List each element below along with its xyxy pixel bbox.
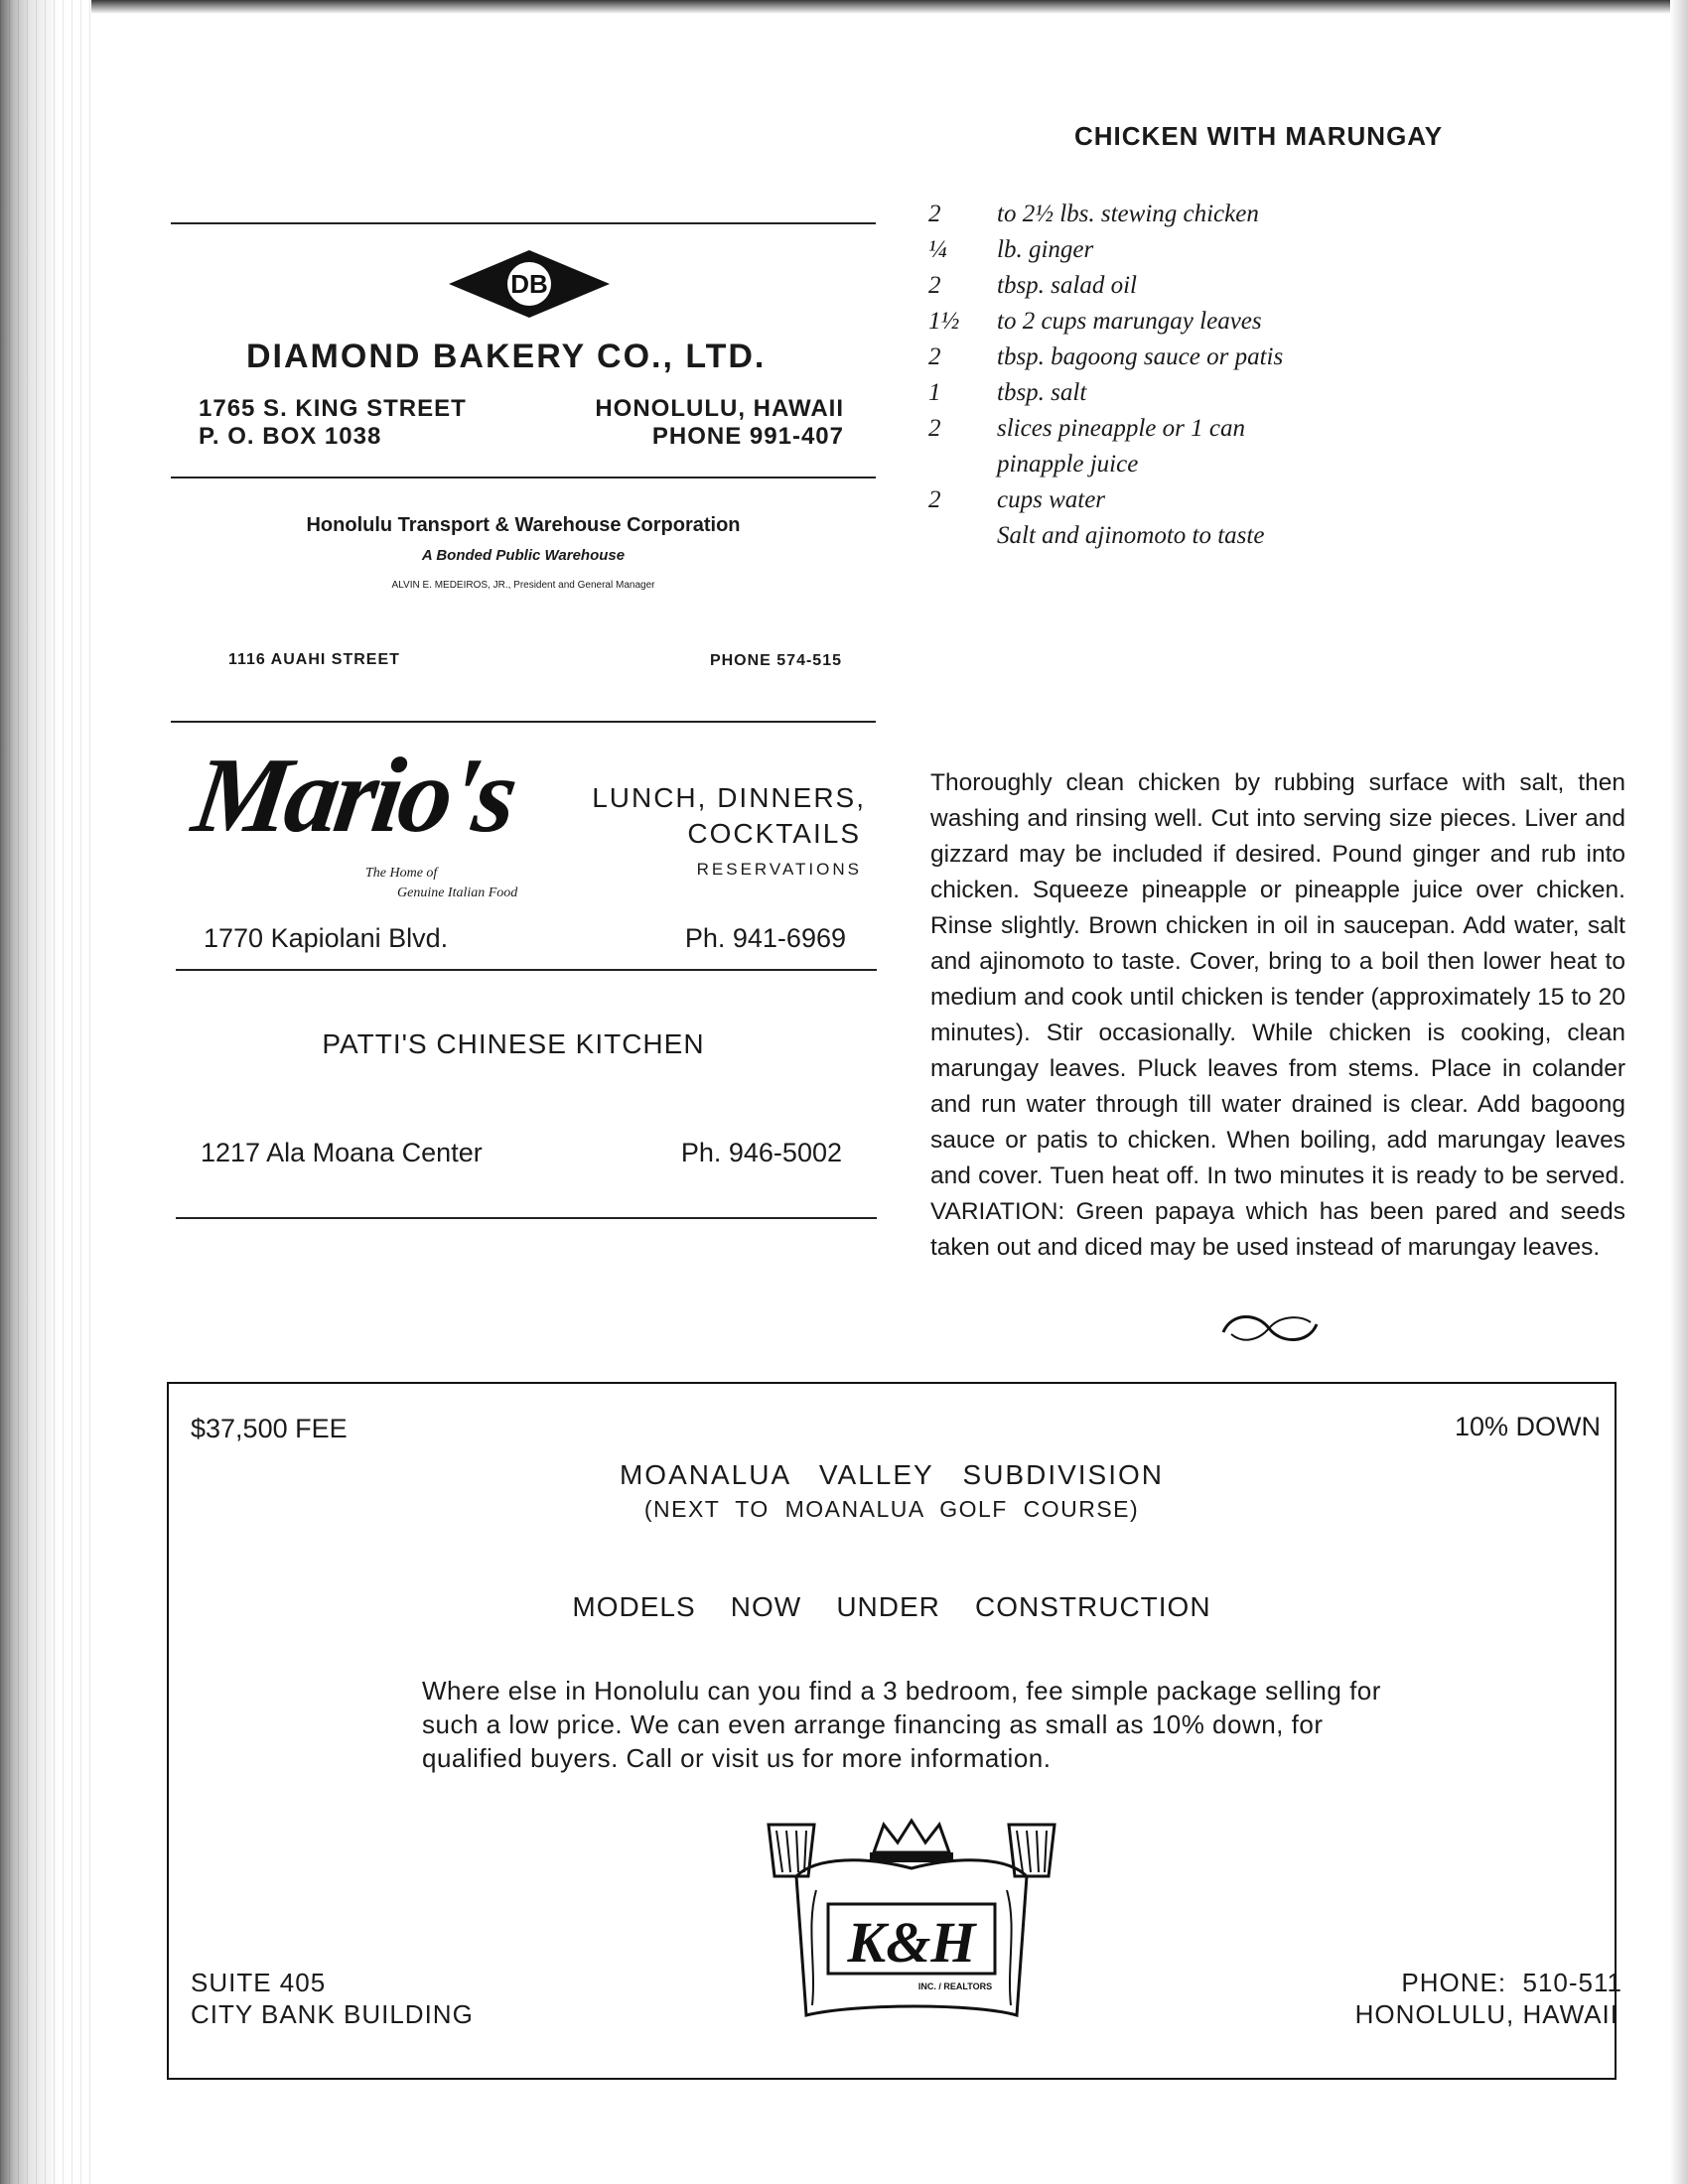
ingredient-text: tbsp. bagoong sauce or patis [997, 343, 1284, 370]
ingredient-text: lb. ginger [997, 236, 1094, 263]
marios-tagline-2: Genuine Italian Food [397, 886, 518, 900]
ingredient-text: Salt and ajinomoto to taste [997, 522, 1265, 549]
ingredient-row [928, 304, 1285, 340]
realty-title: MOANALUA VALLEY SUBDIVISION [619, 1459, 1165, 1490]
ingredient-quantity: ¼ [928, 236, 947, 263]
ingredient-text: cups water [997, 486, 1106, 513]
divider-rule [171, 721, 876, 723]
marios-logo: Mario's [186, 737, 521, 855]
divider-rule [171, 477, 876, 478]
marios-address: 1770 Kapiolani Blvd. [204, 923, 449, 953]
diamond-bakery-pobox: P. O. BOX 1038 [199, 423, 382, 450]
ingredient-text: to 2 cups marungay leaves [997, 308, 1262, 335]
transport-phone: PHONE 574-515 [709, 652, 842, 669]
ingredient-row [928, 197, 1285, 232]
ingredient-quantity: 2 [928, 201, 941, 227]
realty-phone: PHONE: 510-511 [1401, 1968, 1622, 1997]
transport-tagline: A Bonded Public Warehouse [421, 547, 626, 564]
realty-building: CITY BANK BUILDING [191, 1999, 474, 2029]
flourish-ornament [1217, 1308, 1323, 1348]
ingredient-row [928, 375, 1285, 411]
ingredient-quantity: 2 [928, 343, 941, 370]
ingredient-text: slices pineapple or 1 can pinapple juice [997, 415, 1245, 478]
binding-edge [0, 0, 91, 2184]
divider-rule [176, 1217, 877, 1219]
pattis-address: 1217 Ala Moana Center [201, 1138, 483, 1167]
diamond-bakery-city: HONOLULU, HAWAII [595, 395, 844, 422]
ingredient-quantity: 2 [928, 415, 941, 442]
recipe-title: CHICKEN WITH MARUNGAY [1074, 121, 1444, 151]
divider-rule [176, 969, 877, 971]
diamond-bakery-phone: PHONE 991-407 [651, 423, 844, 450]
transport-street: 1116 AUAHI STREET [228, 651, 400, 668]
ingredient-quantity: 1½ [928, 308, 960, 335]
realty-city: HONOLULU, HAWAII [1354, 1999, 1618, 2029]
transport-officer: ALVIN E. MEDEIROS, JR., President and General Manager [391, 580, 655, 591]
marios-line-1: LUNCH, DINNERS, [592, 782, 866, 813]
ingredient-row [928, 340, 1285, 375]
transport-name: Honolulu Transport & Warehouse Corporation [306, 514, 741, 536]
realty-down-payment: 10% DOWN [1454, 1412, 1601, 1441]
marios-line-2: COCKTAILS [687, 818, 861, 849]
ingredient-quantity: 1 [928, 379, 941, 406]
marios-tagline-1: The Home of [365, 866, 438, 881]
diamond-bakery-logo [447, 248, 612, 320]
pattis-name: PATTI'S CHINESE KITCHEN [322, 1028, 705, 1059]
marios-phone: Ph. 941-6969 [684, 923, 846, 953]
realty-suite: SUITE 405 [191, 1968, 327, 1997]
ingredient-text: tbsp. salt [997, 379, 1087, 406]
page-right-edge [1670, 0, 1688, 2184]
page-top-edge [0, 0, 1688, 14]
pattis-phone: Ph. 946-5002 [680, 1138, 842, 1167]
marios-line-3: RESERVATIONS [696, 860, 862, 879]
svg-text:INC. / REALTORS: INC. / REALTORS [917, 1981, 993, 1991]
svg-text:DB: DB [510, 269, 548, 299]
divider-rule [171, 222, 876, 224]
ingredient-row [928, 268, 1285, 304]
diamond-bakery-street: 1765 S. KING STREET [199, 395, 467, 422]
ingredient-text: tbsp. salad oil [997, 272, 1137, 299]
ingredient-quantity: 2 [928, 486, 941, 513]
realty-body: Where else in Honolulu can you find a 3 bedroom, fee simple package selling for such a low price. We can even arrange financing as small as 10% down, for qualified buyers. Call or visit us for more information. [422, 1676, 1381, 1773]
ingredient-row [928, 232, 1285, 268]
diamond-bakery-name: DIAMOND BAKERY CO., LTD. [246, 338, 767, 375]
ingredient-text: to 2½ lbs. stewing chicken [997, 201, 1259, 227]
kh-realtors-logo [757, 1817, 1066, 2033]
realty-subtitle: (NEXT TO MOANALUA GOLF COURSE) [643, 1496, 1140, 1522]
svg-text:K&H: K&H [847, 1910, 976, 1975]
recipe-instructions: Thoroughly clean chicken by rubbing surface with salt, then washing and rinsing well. Cut into serving size pieces. Liver and gizzard may be included if desired. Pound ginger and rub into chicken. Squeeze pineapple or pineapple juice over chicken. Rinse slightly. Brown chicken in oil in saucepan. Add water, salt and ajinomoto to taste. Cover, bring to a boil then lower heat to medium and cook until chicken is tender (approximately 15 to 20 minutes). Stir occasionally. While chicken is cooking, clean marungay leaves. Pluck leaves from stems. Place in colander and run water through till water drained is clear. Add bagoong sauce or patis to chicken. When boiling, add marungay leaves and cover. Tuen heat off. In two minutes it is ready to be served. VARIATION: Green papaya which has been pared and seeds taken out and diced may be used instead of marungay leaves. [930, 769, 1625, 1261]
realty-headline: MODELS NOW UNDER CONSTRUCTION [572, 1591, 1211, 1622]
ingredient-quantity: 2 [928, 272, 941, 299]
realty-price: $37,500 FEE [191, 1414, 348, 1443]
ingredient-row [928, 411, 1285, 482]
ingredient-list [928, 197, 1285, 554]
ingredient-row [928, 482, 1285, 518]
ingredient-row [928, 518, 1285, 554]
